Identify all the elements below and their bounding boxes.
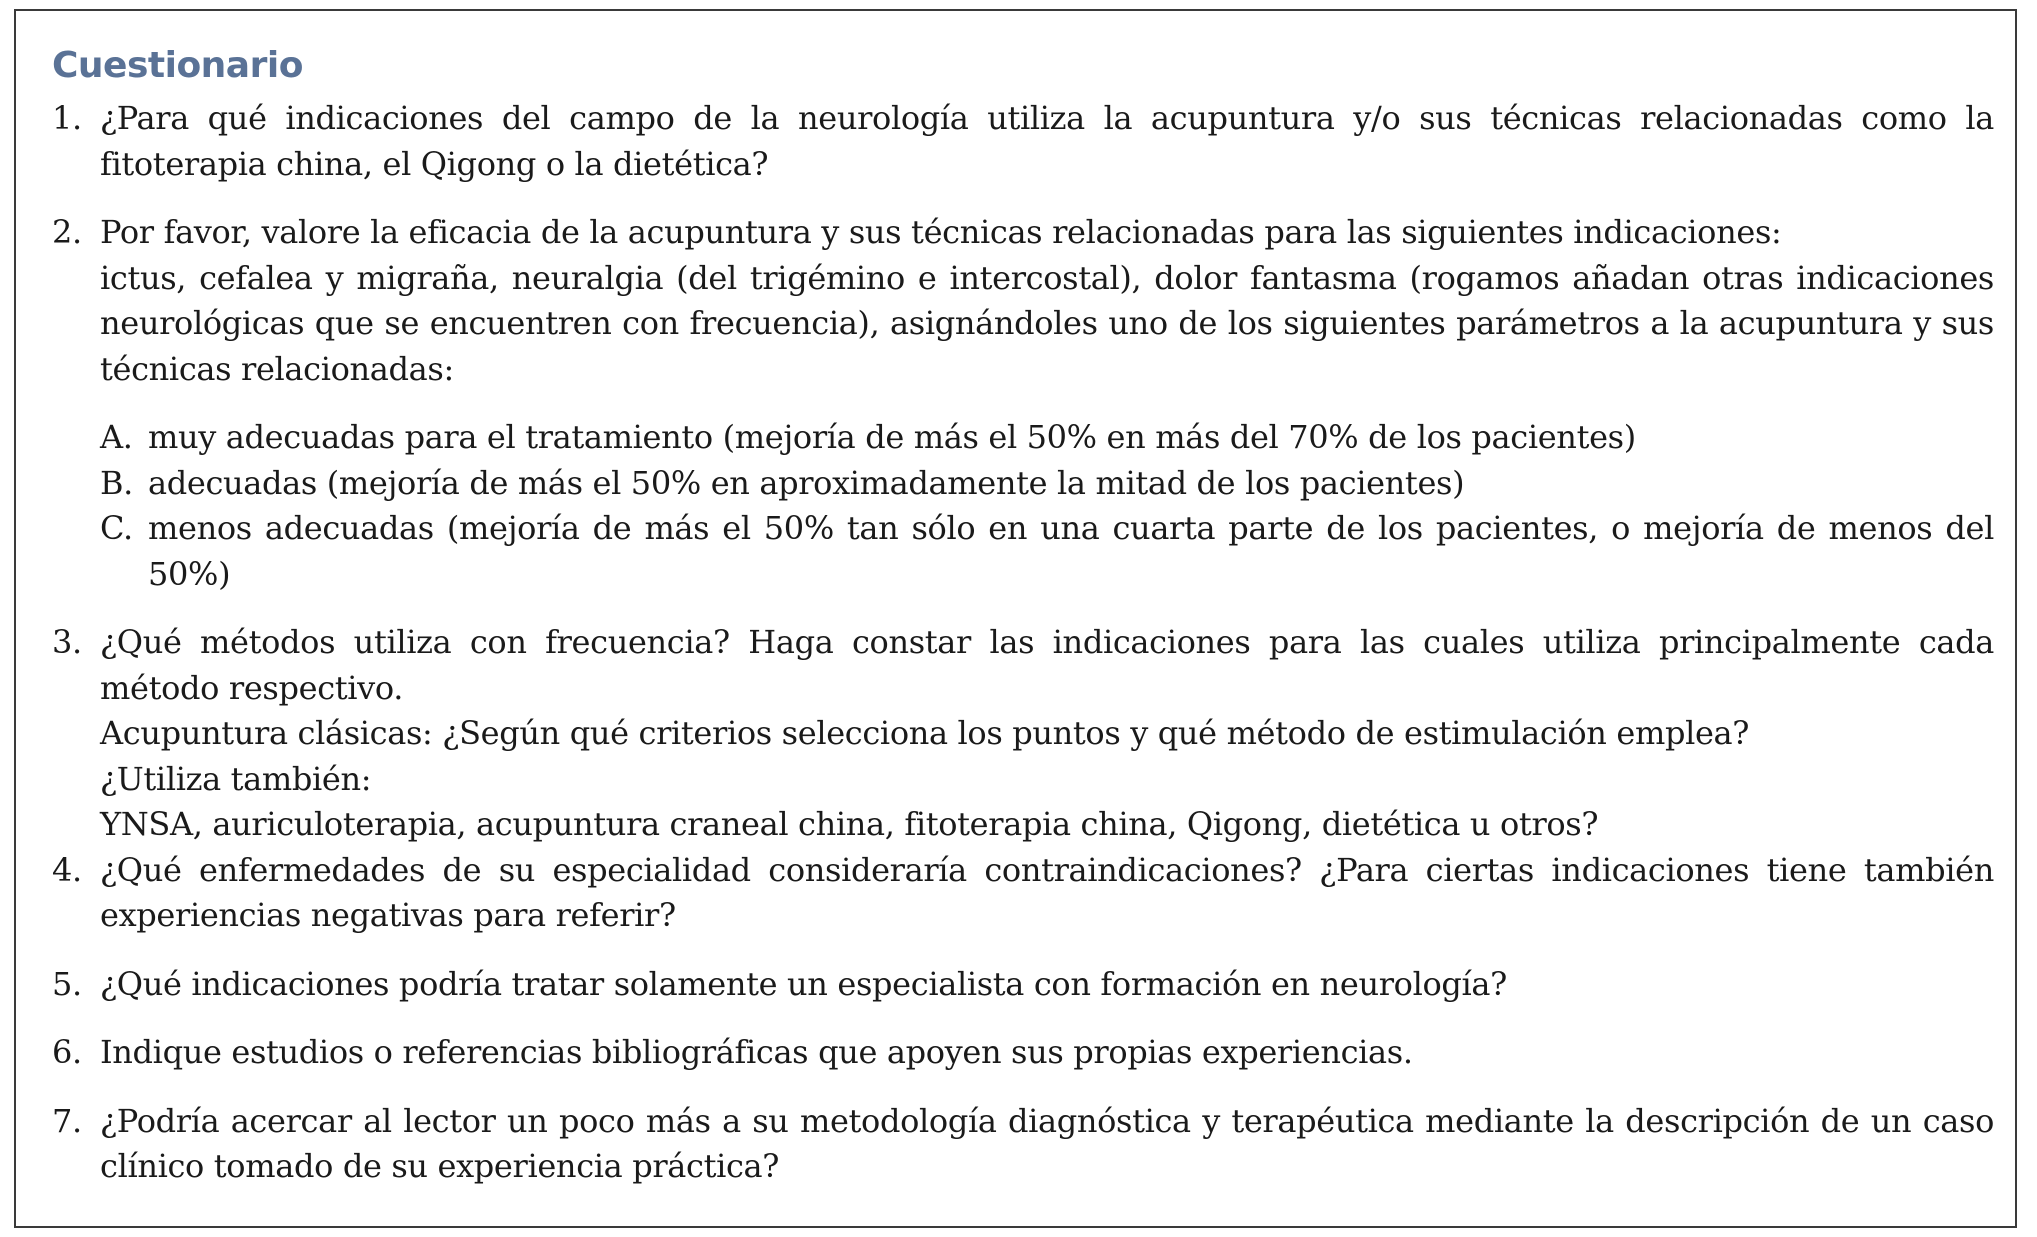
rating-option-a — [100, 415, 1994, 461]
option-letter: A. — [100, 418, 133, 456]
rating-option-b — [100, 461, 1994, 507]
question-4 — [52, 848, 1994, 939]
question-text: Por favor, valore la eficacia de la acupuntura y sus técnicas relacionadas para las siguientes indicaciones: — [100, 213, 1782, 251]
question-1 — [52, 96, 1994, 187]
question-text: ¿Podría acercar al lector un poco más a su metodología diagnóstica y terapéutica mediante la descripción de un caso clínico tomado de su experiencia práctica? — [100, 1101, 1994, 1185]
question-5 — [52, 962, 1994, 1008]
question-number: 7. — [52, 1101, 82, 1140]
question-number: 1. — [52, 99, 82, 137]
question-number: 3. — [52, 623, 82, 661]
question-text: Indique estudios o referencias bibliográficas que apoyen sus propias experiencias. — [100, 1033, 1413, 1071]
question-2 — [52, 210, 1994, 597]
option-text: muy adecuadas para el tratamiento (mejoría de más el 50% en más del 70% de los pacientes) — [148, 418, 1636, 456]
question-number: 4. — [52, 850, 82, 889]
question-text-continued: YNSA, auriculoterapia, acupuntura craneal china, fitoterapia china, Qigong, dietética u otros? — [100, 805, 1599, 843]
rating-option-c — [100, 506, 1994, 597]
questionnaire-content — [52, 96, 1994, 1190]
option-text: menos adecuadas (mejoría de más el 50% tan sólo en una cuarta parte de los pacientes, o mejoría de menos del 50%) — [148, 509, 1994, 593]
question-text-continued: ictus, cefalea y migraña, neuralgia (del trigémino e intercostal), dolor fantasma (rogamos añadan otras indicaciones neurológicas que se encuentren con frecuencia), asignándoles uno de los siguientes parámetros a la acupuntura y sus técnicas relacionadas: — [100, 258, 1994, 388]
question-6 — [52, 1030, 1994, 1076]
question-number: 6. — [52, 1033, 82, 1071]
question-text-continued: Acupuntura clásicas: ¿Según qué criterios selecciona los puntos y qué método de estimulación emplea? — [100, 714, 1750, 752]
question-number: 5. — [52, 964, 82, 1003]
rating-options — [100, 415, 1994, 597]
option-letter: C. — [100, 509, 133, 547]
question-list — [52, 96, 1994, 1190]
option-text: adecuadas (mejoría de más el 50% en aproximadamente la mitad de los pacientes) — [148, 463, 1465, 502]
question-text-continued: ¿Utiliza también: — [100, 759, 372, 798]
questionnaire-title: Cuestionario — [52, 45, 303, 86]
question-3 — [52, 620, 1994, 848]
question-number: 2. — [52, 213, 82, 251]
question-text: ¿Qué indicaciones podría tratar solamente un especialista con formación en neurología? — [100, 964, 1507, 1003]
question-text: ¿Para qué indicaciones del campo de la neurología utiliza la acupuntura y/o sus técnicas relacionadas como la fitoterapia china, el Qigong o la dietética? — [100, 99, 1994, 183]
option-letter: B. — [100, 463, 133, 502]
question-7 — [52, 1099, 1994, 1190]
question-text: ¿Qué enfermedades de su especialidad consideraría contraindicaciones? ¿Para ciertas indicaciones tiene también experiencias negativas para referir? — [100, 850, 1994, 934]
question-text: ¿Qué métodos utiliza con frecuencia? Haga constar las indicaciones para las cuales utiliza principalmente cada método respectivo. — [100, 623, 1994, 707]
